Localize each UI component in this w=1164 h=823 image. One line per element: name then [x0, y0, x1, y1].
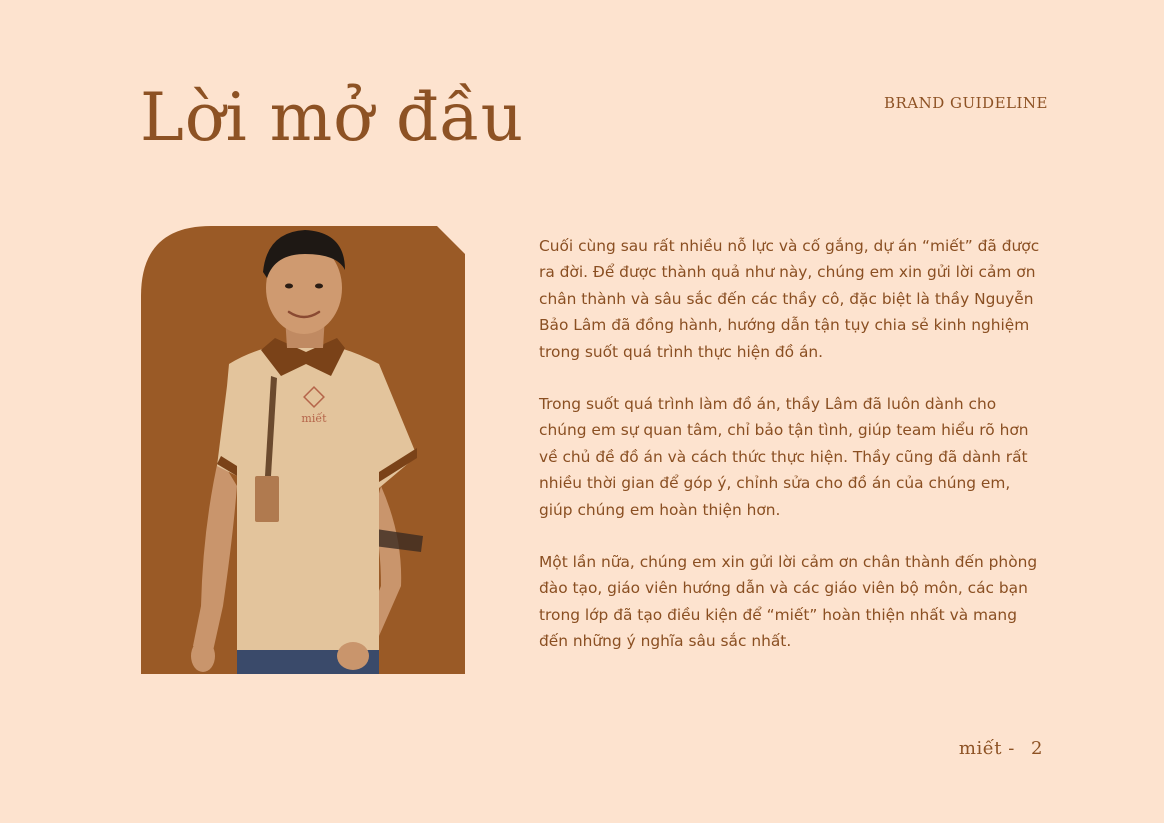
- portrait-photo: [141, 226, 465, 674]
- shirt-logo-text: miết: [301, 412, 327, 425]
- paragraph-2: Trong suốt quá trình làm đồ án, thầy Lâm đã luôn dành cho chúng em sự quan tâm, chỉ bảo tận tình, giúp team hiểu rõ hơn về chủ đề đồ án và cách thức thực hiện. Thầy cũng đã dành rất nhiều thời gian để góp ý, chỉnh sửa cho đồ án của chúng em, giúp chúng em hoàn thiện hơn.: [539, 395, 1029, 519]
- page-number: 2: [1031, 738, 1043, 759]
- intro-text: [539, 233, 1044, 681]
- page-title: Lời mở đầu: [140, 79, 525, 156]
- paragraph-3: Một lần nữa, chúng em xin gửi lời cảm ơn chân thành đến phòng đào tạo, giáo viên hướng dẫn và các giáo viên bộ môn, các bạn trong lớp đã tạo điều kiện để “miết” hoàn thiện nhất và mang đến những ý nghĩa sâu sắc nhất.: [539, 553, 1038, 651]
- page-footer: [959, 738, 1043, 759]
- footer-brand: miết -: [958, 738, 1015, 759]
- id-badge: [255, 476, 279, 522]
- paragraph-1: Cuối cùng sau rất nhiều nỗ lực và cố gắng, dự án “miết” đã được ra đời. Để được thành quả như này, chúng em xin gửi lời cảm ơn chân thành và sâu sắc đến các thầy cô, đặc biệt là thầy Nguyễn Bảo Lâm đã đồng hành, hướng dẫn tận tụy chia sẻ kinh nghiệm trong suốt quá trình thực hiện đồ án.: [539, 237, 1040, 361]
- portrait-illustration: [141, 226, 465, 674]
- brand-guideline-label: BRAND GUIDELINE: [883, 94, 1048, 112]
